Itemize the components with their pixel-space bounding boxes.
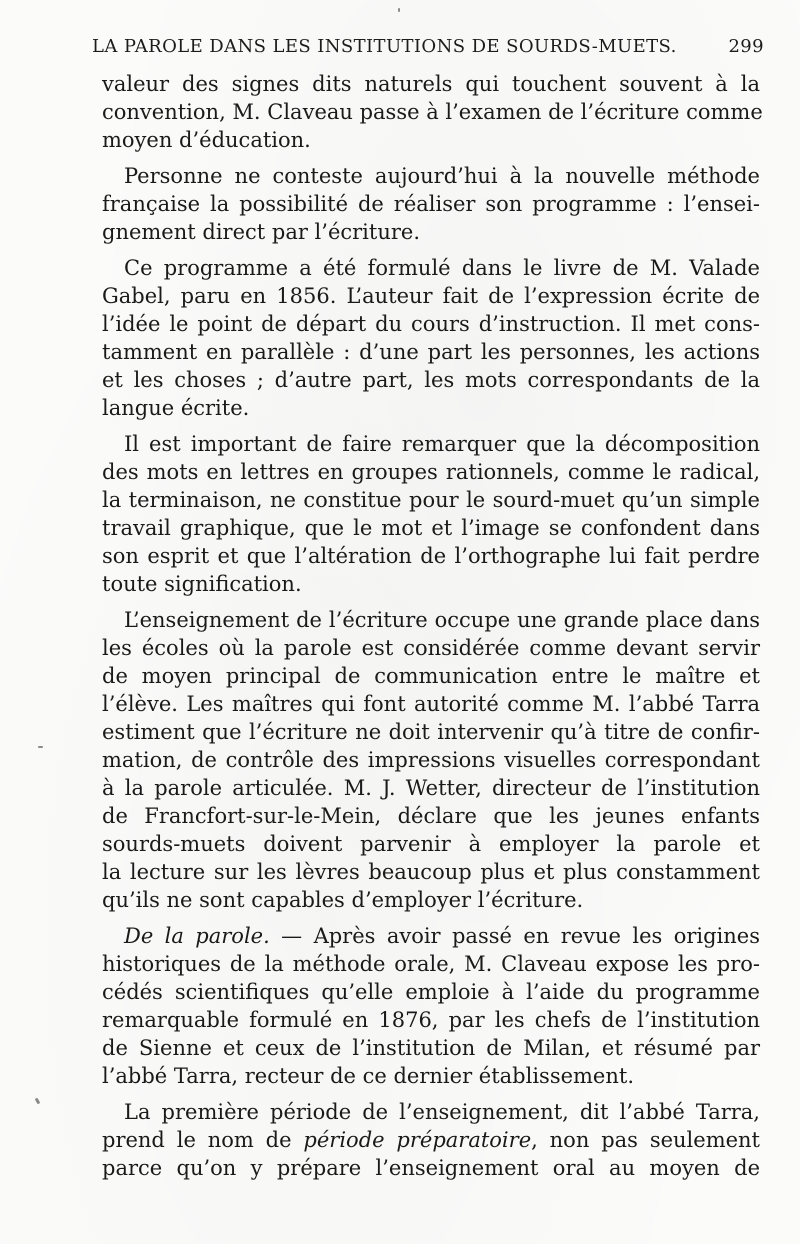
text-line: à la parole articulée. M. J. Wetter, directeur de l’institution: [102, 776, 760, 800]
text-line: La première période de l’enseignement, dit l’abbé Tarra,: [124, 1100, 760, 1124]
text-line: langue écrite.: [102, 396, 250, 420]
paragraph: [102, 1098, 760, 1182]
text-line: L’enseignement de l’écriture occupe une grande place dans: [124, 608, 760, 632]
text-line: l’élève. Les maîtres qui font autorité comme M. l’abbé Tarra: [102, 692, 760, 716]
text-line: Personne ne conteste aujourd’hui à la nouvelle méthode: [124, 164, 760, 188]
paragraph: [102, 254, 760, 422]
text-line: gnement direct par l’écriture.: [102, 220, 420, 244]
text-line: de moyen principal de communication entre le maître et: [102, 664, 760, 688]
text-line: l’abbé Tarra, recteur de ce dernier établissement.: [102, 1064, 635, 1088]
text-line: qu’ils ne sont capables d’employer l’écriture.: [102, 888, 584, 912]
text-line: [102, 922, 760, 950]
text-line: française la possibilité de réaliser son programme : l’ensei-: [102, 192, 760, 216]
text-line: de Sienne et ceux de l’institution de Milan, et résumé par: [102, 1036, 760, 1060]
text-line: et les choses ; d’autre part, les mots correspondants de la: [102, 368, 760, 392]
text-fragment: — Après avoir passé en revue les origines: [269, 924, 760, 948]
text-line: Ce programme a été formulé dans le livre de M. Valade: [124, 256, 760, 280]
text-line: tamment en parallèle : d’une part les personnes, les actions: [102, 340, 760, 364]
paragraph: [102, 70, 763, 154]
text-line: Il est important de faire remarquer que la décomposition: [124, 432, 760, 456]
text-body: [102, 70, 763, 1190]
running-title: LA PAROLE DANS LES INSTITUTIONS DE SOURDS-MUETS.: [92, 36, 677, 57]
italic-term: période préparatoire: [303, 1128, 532, 1152]
text-line: son esprit et que l’altération de l’orthographe lui fait perdre: [102, 544, 760, 568]
text-line: valeur des signes dits naturels qui touchent souvent à la: [102, 72, 760, 96]
paragraph: [102, 606, 760, 914]
paragraph: [102, 162, 760, 246]
text-line: l’idée le point de départ du cours d’instruction. Il met cons-: [102, 312, 760, 336]
scan-speck: [35, 1098, 41, 1105]
text-line: cédés scientifiques qu’elle emploie à l’aide du programme: [102, 980, 760, 1004]
text-line: de Francfort-sur-le-Mein, déclare que les jeunes enfants: [102, 804, 760, 828]
text-line: la terminaison, ne constitue pour le sourd-muet qu’un simple: [102, 488, 760, 512]
text-line: des mots en lettres en groupes rationnels, comme le radical,: [102, 460, 760, 484]
text-line: mation, de contrôle des impressions visuelles correspondant: [102, 748, 760, 772]
text-fragment: , non pas seulement: [531, 1128, 760, 1152]
text-line: sourds-muets doivent parvenir à employer la parole et: [102, 832, 760, 856]
running-header: [92, 36, 764, 64]
scan-speck: [38, 746, 43, 748]
text-line: historiques de la méthode orale, M. Claveau expose les pro-: [102, 952, 760, 976]
text-line: moyen d’éducation.: [102, 128, 311, 152]
text-line: les écoles où la parole est considérée comme devant servir: [102, 636, 760, 660]
text-line: Gabel, paru en 1856. L’auteur fait de l’expression écrite de: [102, 284, 760, 308]
text-line: travail graphique, que le mot et l’image se confondent dans: [102, 516, 760, 540]
text-line: parce qu’on y prépare l’enseignement oral au moyen de: [102, 1156, 760, 1180]
text-line: remarquable formulé en 1876, par les chefs de l’institution: [102, 1008, 760, 1032]
text-line: estiment que l’écriture ne doit intervenir qu’à titre de confir-: [102, 720, 760, 744]
text-line: la lecture sur les lèvres beaucoup plus et plus constamment: [102, 860, 760, 884]
text-line: convention, M. Claveau passe à l’examen de l’écriture comme: [102, 100, 763, 124]
paragraph: [102, 922, 760, 1090]
text-line: toute signification.: [102, 572, 302, 596]
text-line: [102, 1126, 760, 1154]
paragraph: [102, 430, 760, 598]
scan-speck: [398, 8, 400, 12]
text-fragment: prend le nom de: [102, 1128, 304, 1152]
page-number: 299: [728, 36, 764, 57]
section-heading-italic: De la parole.: [124, 924, 270, 948]
